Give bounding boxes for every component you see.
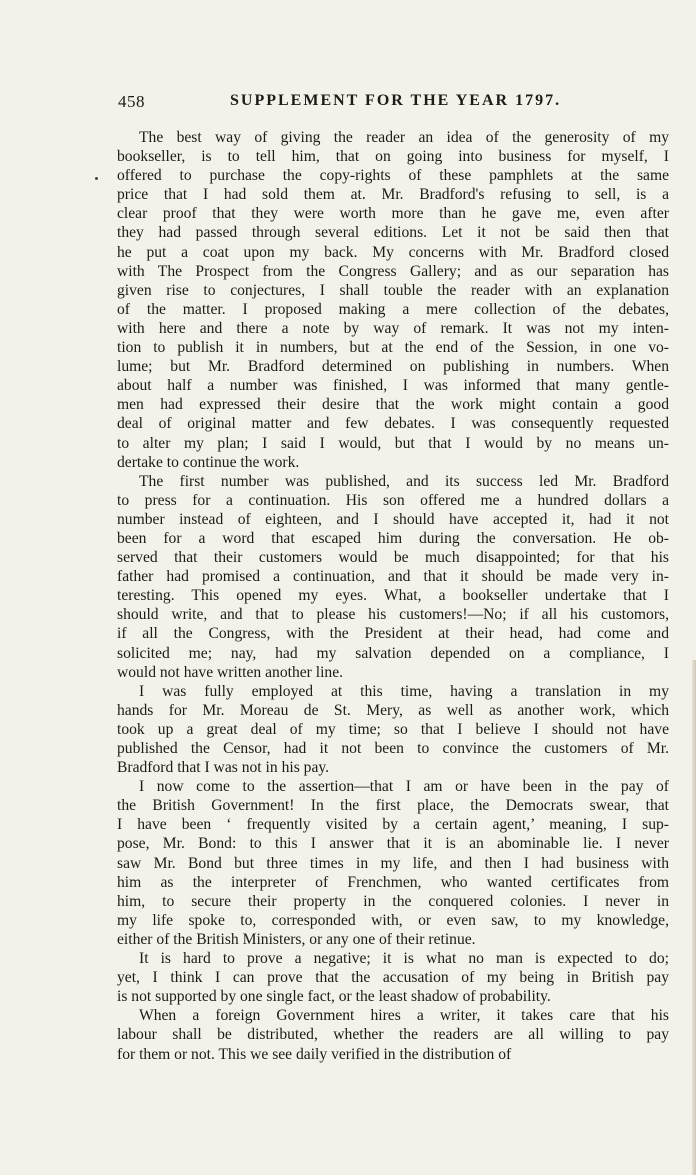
text-line: about half a number was finished, I was informed that many gentle- xyxy=(117,377,669,395)
text-line: been for a word that escaped him during the conversation. He ob- xyxy=(117,529,669,547)
text-line: he put a coat upon my back. My concerns with Mr. Bradford closed xyxy=(117,243,669,261)
text-line: solicited me; nay, had my salvation depended on a compliance, I xyxy=(117,644,669,662)
text-line: served that their customers would be much disappointed; for that his xyxy=(117,549,669,567)
text-line: I have been ‘ frequently visited by a certain agent,’ meaning, I sup- xyxy=(117,816,669,834)
text-line: labour shall be distributed, whether the readers are all willing to pay xyxy=(117,1026,669,1044)
text-line: with The Prospect from the Congress Gallery; and as our separation has xyxy=(117,262,669,280)
text-line: took up a great deal of my time; so that I believe I should not have xyxy=(117,720,669,738)
text-line: for them or not. This we see daily verified in the distribution of xyxy=(117,1045,512,1063)
text-line: is not supported by one single fact, or the least shadow of probability. xyxy=(117,988,551,1006)
text-line: father had promised a continuation, and that it should be made very in- xyxy=(117,568,669,586)
text-line: to alter my plan; I said I would, but that I would by no means un- xyxy=(117,434,669,452)
text-line: price that I had sold them at. Mr. Bradford's refusing to sell, is a xyxy=(117,186,669,204)
text-line: Bradford that I was not in his pay. xyxy=(117,759,330,777)
page-header xyxy=(118,92,666,114)
text-line: him, to secure their property in the conquered colonies. I never in xyxy=(117,892,669,910)
text-line: The best way of giving the reader an idea of the generosity of my xyxy=(139,129,669,146)
paragraph xyxy=(117,1006,669,1063)
text-line: dertake to continue the work. xyxy=(117,453,300,471)
text-line: tion to publish it in numbers, but at the end of the Session, in one vo- xyxy=(117,339,669,357)
paragraph xyxy=(117,128,669,472)
text-line: the British Government! In the first place, the Democrats swear, that xyxy=(117,797,669,815)
text-line: him as the interpreter of Frenchmen, who wanted certificates from xyxy=(117,873,669,891)
text-line: offered to purchase the copy-rights of these pamphlets at the same xyxy=(117,167,669,185)
text-line: given rise to conjectures, I shall touble the reader with an explanation xyxy=(117,281,669,299)
margin-mark xyxy=(95,177,98,180)
text-line: When a foreign Government hires a writer, it takes care that his xyxy=(139,1007,669,1025)
text-line: either of the British Ministers, or any one of their retinue. xyxy=(117,930,476,948)
text-line: The first number was published, and its success led Mr. Bradford xyxy=(139,472,669,490)
page-number: 458 xyxy=(118,92,145,111)
text-line: hands for Mr. Moreau de St. Mery, as well as another work, which xyxy=(117,701,669,719)
text-line: clear proof that they were worth more than he gave me, even after xyxy=(117,205,669,223)
paragraph xyxy=(117,949,669,1006)
page-edge-shadow xyxy=(692,660,696,1175)
paragraph xyxy=(117,777,669,949)
text-line: It is hard to prove a negative; it is what no man is expected to do; xyxy=(139,950,669,968)
text-line: published the Censor, had it not been to convince the customers of Mr. xyxy=(117,740,669,757)
body-text xyxy=(117,128,669,1064)
text-line: I now come to the assertion—that I am or have been in the pay of xyxy=(139,778,669,796)
text-line: they had passed through several editions. Let it not be said then that xyxy=(117,224,669,242)
paragraph xyxy=(117,682,669,777)
paragraph xyxy=(117,472,669,682)
text-line: would not have written another line. xyxy=(117,663,344,681)
text-line: men had expressed their desire that the work might contain a good xyxy=(117,396,669,414)
text-line: lume; but Mr. Bradford determined on publishing in numbers. When xyxy=(117,358,669,376)
text-line: with here and there a note by way of remark. It was not my inten- xyxy=(117,319,669,337)
text-line: to press for a continuation. His son offered me a hundred dollars a xyxy=(117,491,669,509)
text-line: yet, I think I can prove that the accusation of my being in British pay xyxy=(117,969,669,987)
text-line: number instead of eighteen, and I should have accepted it, had it not xyxy=(117,510,669,528)
text-line: I was fully employed at this time, having a translation in my xyxy=(139,682,669,700)
running-head: SUPPLEMENT FOR THE YEAR 1797. xyxy=(230,92,562,109)
text-line: pose, Mr. Bond: to this I answer that it is an abominable lie. I never xyxy=(117,835,669,853)
text-line: teresting. This opened my eyes. What, a bookseller undertake that I xyxy=(117,587,669,605)
text-line: of the matter. I proposed making a mere collection of the debates, xyxy=(117,300,669,318)
text-line: should write, and that to please his customers!—No; if all his customors, xyxy=(117,606,669,624)
text-line: my life spoke to, corresponded with, or even saw, to my knowledge, xyxy=(117,911,669,929)
text-line: saw Mr. Bond but three times in my life, and then I had business with xyxy=(117,854,669,872)
text-line: deal of original matter and few debates. I was consequently requested xyxy=(117,415,669,433)
text-line: if all the Congress, with the President at their head, had come and xyxy=(117,625,669,643)
text-line: bookseller, is to tell him, that on going into business for myself, I xyxy=(117,148,669,166)
